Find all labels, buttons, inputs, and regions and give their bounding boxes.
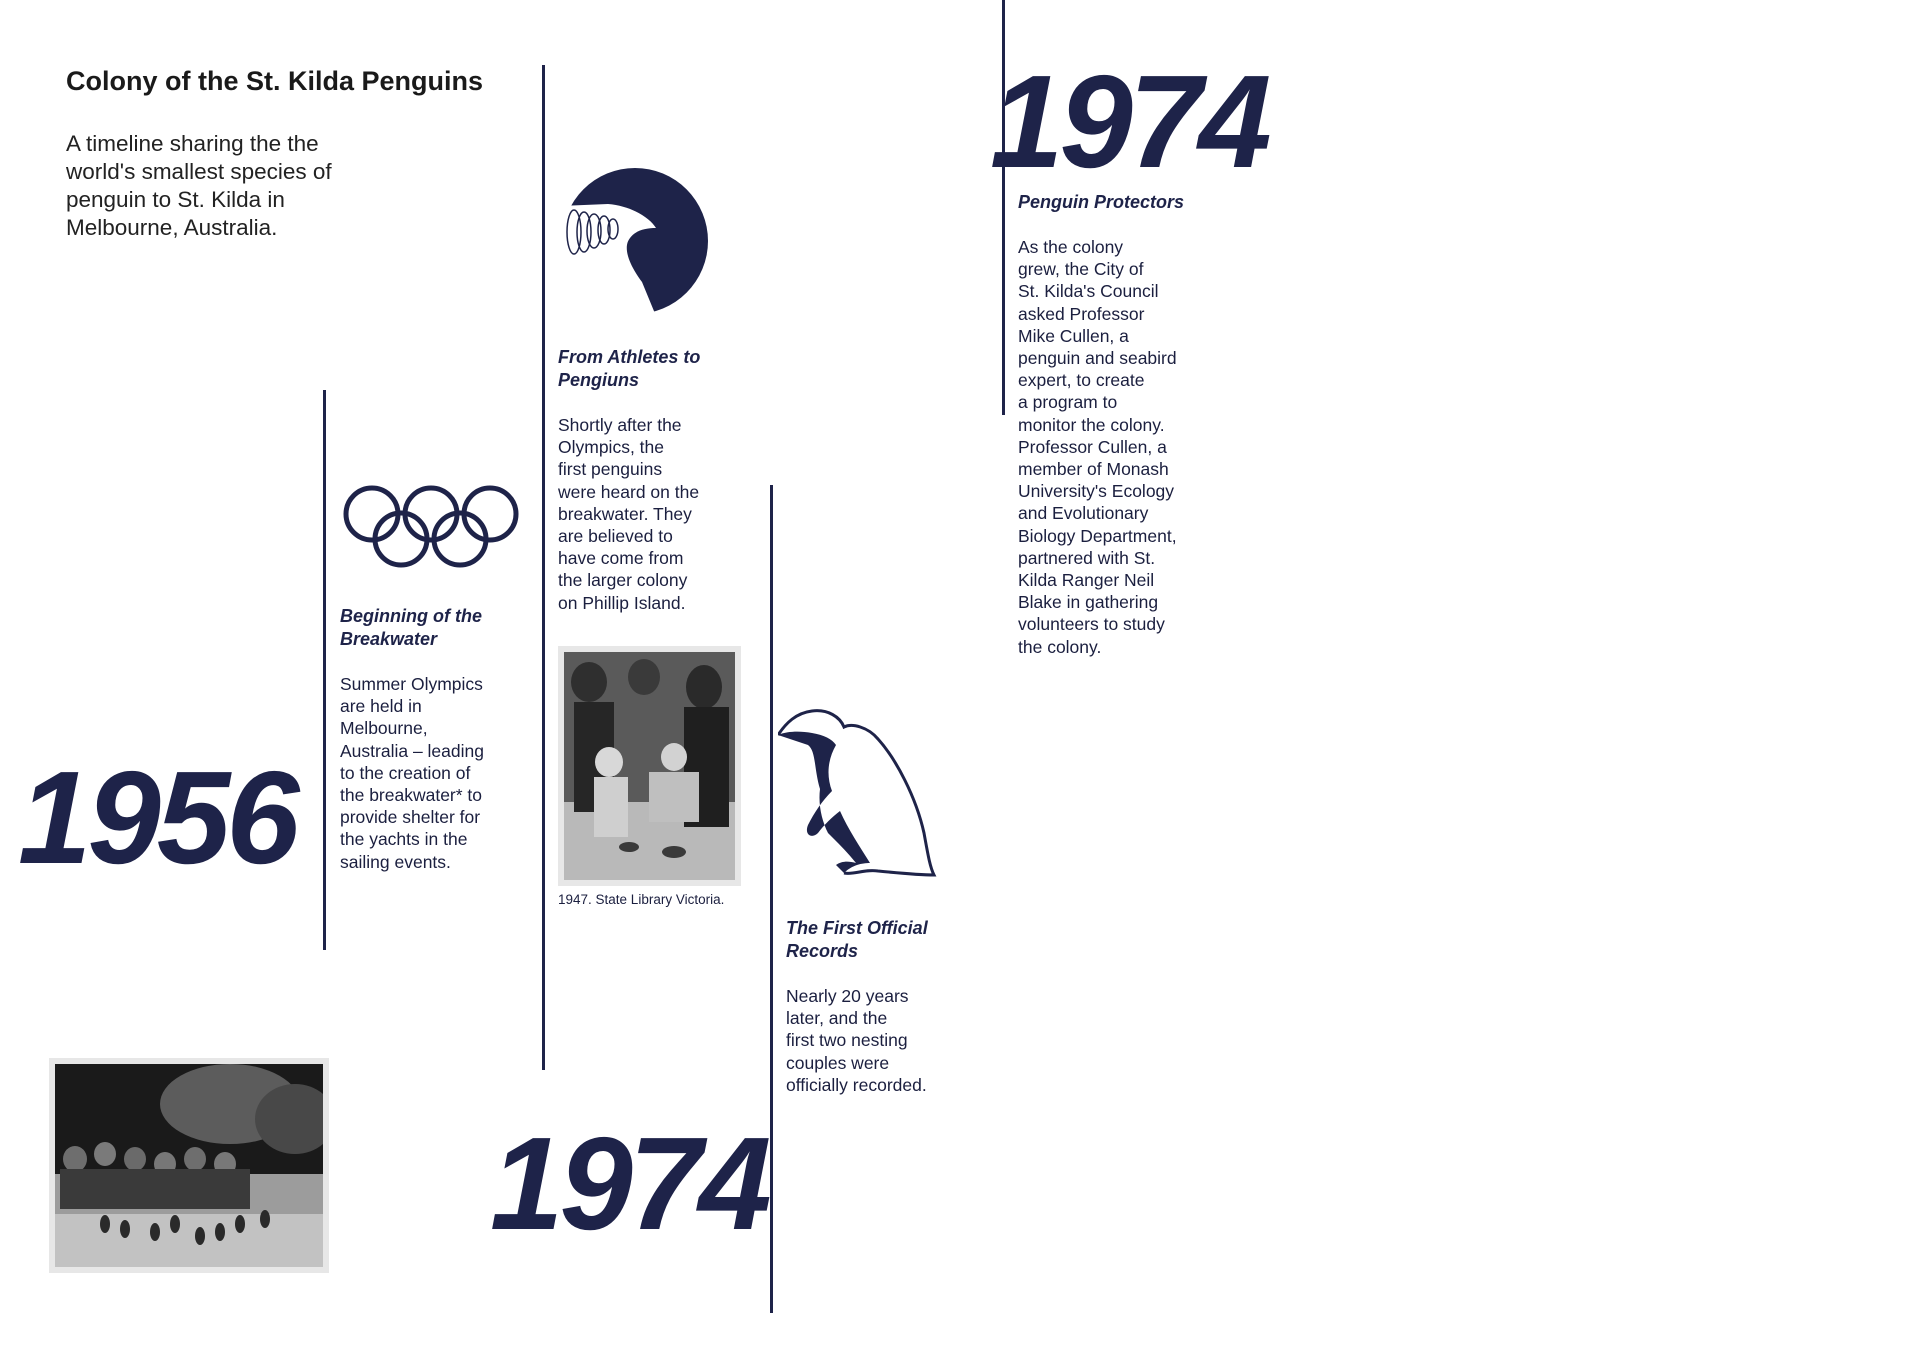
year-1974-bottom: 1974 (490, 1110, 768, 1257)
event-body-records: Nearly 20 years later, and the first two nesting couples were officially recorded. (786, 986, 927, 1095)
photo-children-with-penguins (558, 646, 741, 886)
timeline-line-records (770, 485, 773, 1313)
event-title-breakwater: Beginning of the Breakwater (340, 606, 482, 649)
timeline-line-athletes (542, 65, 545, 1070)
event-body-breakwater: Summer Olympics are held in Melbourne, Australia – leading to the creation of the breakwater* to provide shelter for the yachts in the sailing events. (340, 674, 484, 872)
timeline-line-1956 (323, 390, 326, 950)
photo-crowd-watching-penguins (49, 1058, 329, 1273)
penguin-head-icon (560, 166, 710, 316)
event-body-protectors: As the colony grew, the City of St. Kilda's Council asked Professor Mike Cullen, a penguin and seabird expert, to create a program to monitor the colony. Professor Cullen, a member of Monash University's Ecology and Evolutionary Biology Department, partnered with St. Kilda Ranger Neil Blake in gathering volunteers to study the colony. (1018, 237, 1177, 657)
page-title: Colony of the St. Kilda Penguins (66, 66, 484, 96)
event-title-protectors: Penguin Protectors (1018, 192, 1185, 212)
year-1956: 1956 (18, 744, 296, 891)
photo-caption: 1947. State Library Victoria. (558, 892, 725, 907)
page-intro: A timeline sharing the the world's smallest species of penguin to St. Kilda in Melbourne, Australia. (66, 131, 332, 240)
penguin-outline-icon (778, 705, 938, 880)
year-1974-top: 1974 (990, 48, 1268, 195)
event-title-athletes: From Athletes to Pengiuns (558, 347, 701, 390)
event-title-records: The First Official Records (786, 918, 928, 961)
olympic-rings-icon (338, 484, 524, 570)
event-body-athletes: Shortly after the Olympics, the first penguins were heard on the breakwater. They are believed to have come from the larger colony on Phillip Island. (558, 415, 700, 613)
